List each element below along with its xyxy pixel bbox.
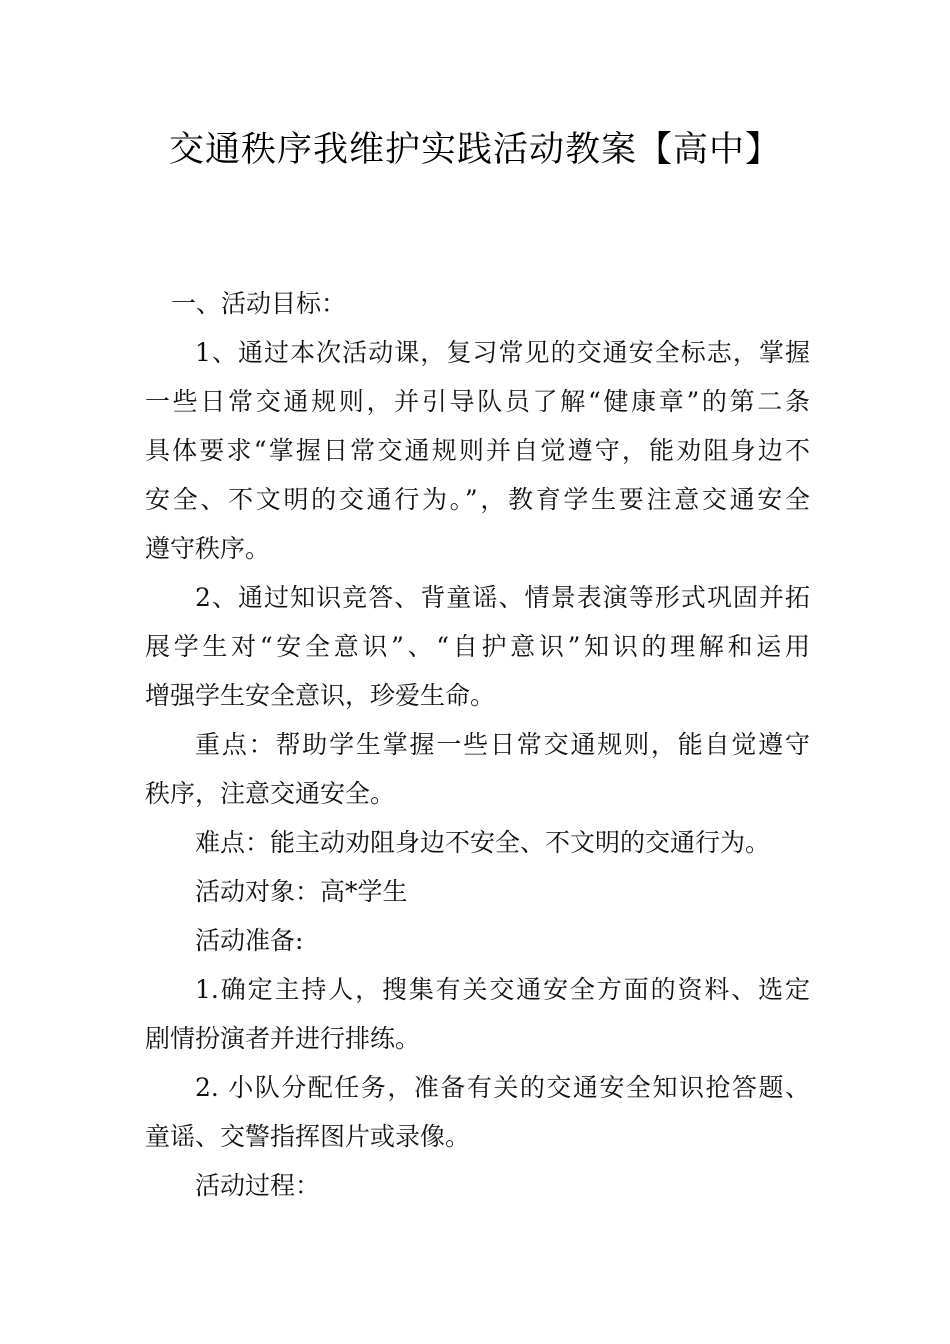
document-title: 交通秩序我维护实践活动教案【高中】	[168, 130, 781, 170]
paragraph-objective-2	[145, 573, 810, 720]
text-line: 活动准备:	[195, 926, 304, 955]
paragraph-preparation-heading	[145, 916, 810, 965]
paragraph-difficult-point	[145, 818, 810, 867]
text-line: 一些日常交通规则，并引导队员了解“健康章”的第二条	[145, 387, 810, 416]
document-body	[145, 279, 810, 1210]
text-line: 童谣、交警指挥图片或录像。	[145, 1122, 471, 1151]
paragraph-key-point	[145, 720, 810, 818]
paragraph-process-heading	[145, 1161, 810, 1210]
paragraph-objective-heading	[145, 279, 810, 328]
text-line: 活动对象：高*学生	[195, 877, 408, 906]
text-line: 重点：帮助学生掌握一些日常交通规则，能自觉遵守	[195, 730, 810, 759]
text-line: 活动过程：	[195, 1171, 321, 1200]
text-line: 剧情扮演者并进行排练。	[145, 1024, 421, 1053]
text-line: 一、活动目标：	[171, 289, 347, 318]
text-line: 增强学生安全意识，珍爱生命。	[145, 681, 496, 710]
paragraph-preparation-1	[145, 965, 810, 1063]
text-line: 1.确定主持人，搜集有关交通安全方面的资料、选定	[195, 975, 810, 1004]
text-line: 1、通过本次活动课，复习常见的交通安全标志，掌握	[195, 338, 810, 367]
text-line: 遵守秩序。	[145, 534, 271, 563]
text-line: 难点：能主动劝阻身边不安全、不文明的交通行为。	[195, 828, 771, 857]
text-line: 安全、不文明的交通行为。”，教育学生要注意交通安全	[145, 485, 810, 514]
paragraph-objective-1	[145, 328, 810, 573]
text-line: 具体要求“掌握日常交通规则并自觉遵守，能劝阻身边不	[145, 436, 810, 465]
paragraph-target	[145, 867, 810, 916]
text-line: 2、通过知识竞答、背童谣、情景表演等形式巩固并拓	[195, 583, 810, 612]
text-line: 展学生对“安全意识”、“自护意识”知识的理解和运用	[145, 632, 810, 661]
text-line: 秩序，注意交通安全。	[145, 779, 396, 808]
text-line: 2. 小队分配任务，准备有关的交通安全知识抢答题、	[195, 1073, 810, 1102]
paragraph-preparation-2	[145, 1063, 810, 1161]
